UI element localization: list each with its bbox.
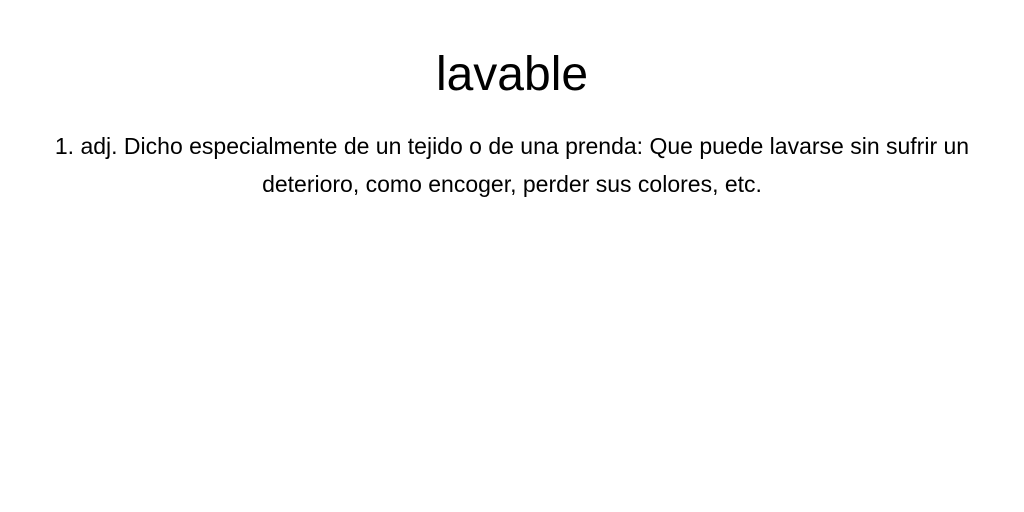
headword-title: lavable xyxy=(435,48,589,101)
definition-text: 1. adj. Dicho especialmente de un tejido o de una prenda: Que puede lavarse sin sufrir un deterioro, como encoger, perder sus colores, etc. xyxy=(54,133,970,197)
